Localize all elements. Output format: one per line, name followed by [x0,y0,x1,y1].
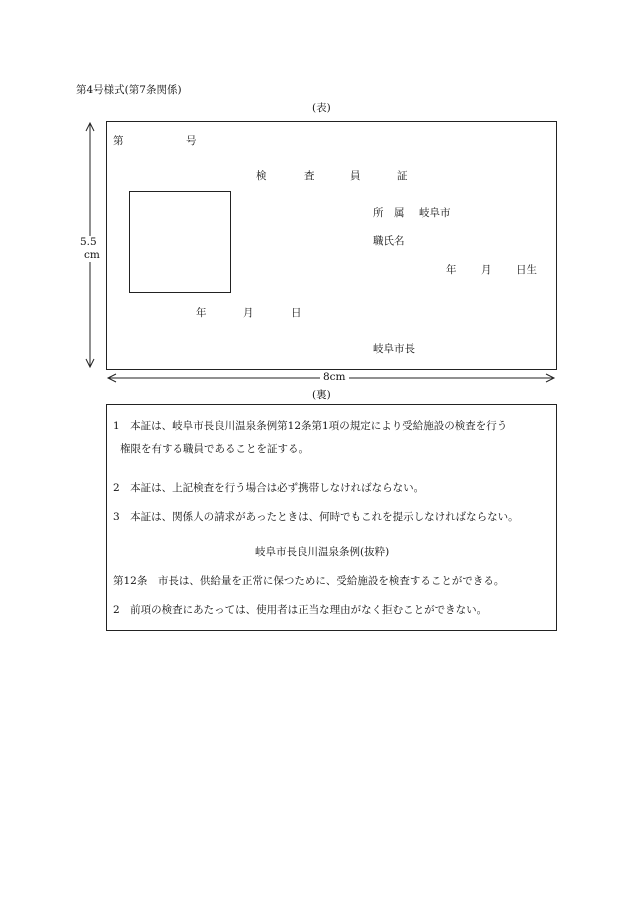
issuer-label: 岐阜市長 [373,343,415,355]
excerpt-line-1: 第12条 市長は、供給量を正常に保つために、受給施設を検査することができる。 [113,575,505,587]
back-side-label: (裏) [312,389,331,401]
issue-day-label: 日 [291,307,302,319]
card-title-char-3: 員 [350,170,361,182]
birth-month-label: 月 [481,264,492,276]
birth-day-label: 日生 [516,264,537,276]
form-title: 第4号様式(第7条関係) [76,84,182,96]
affiliation-value: 岐阜市 [419,207,451,219]
number-suffix: 号 [186,135,197,147]
name-label: 職氏名 [373,235,405,247]
back-item-1-line-2: 権限を有する職員であることを証する。 [120,443,309,455]
height-unit-label: cm [84,249,100,261]
width-label: 8cm [320,372,349,383]
card-title-char-4: 証 [397,170,408,182]
front-side-label: (表) [312,102,331,114]
card-title-char-2: 査 [304,170,315,182]
birth-year-label: 年 [446,264,457,276]
card-title-char-1: 検 [256,170,267,182]
issue-year-label: 年 [196,307,207,319]
height-value-label: 5.5 [80,236,97,248]
back-item-1-line-1: 1 本証は、岐阜市長良川温泉条例第12条第1項の規定により受給施設の検査を行う [113,420,508,432]
back-item-2: 2 本証は、上記検査を行う場合は必ず携帯しなければならない。 [113,482,425,494]
excerpt-line-2: 2 前項の検査にあたっては、使用者は正当な理由がなく拒むことができない。 [113,604,488,616]
issue-month-label: 月 [243,307,254,319]
affiliation-label: 所 属 [373,207,405,219]
number-prefix: 第 [113,135,124,147]
photo-area [129,191,231,293]
back-item-3: 3 本証は、関係人の請求があったときは、何時でもこれを提示しなければならない。 [113,511,519,523]
excerpt-title: 岐阜市長良川温泉条例(抜粋) [255,546,390,558]
